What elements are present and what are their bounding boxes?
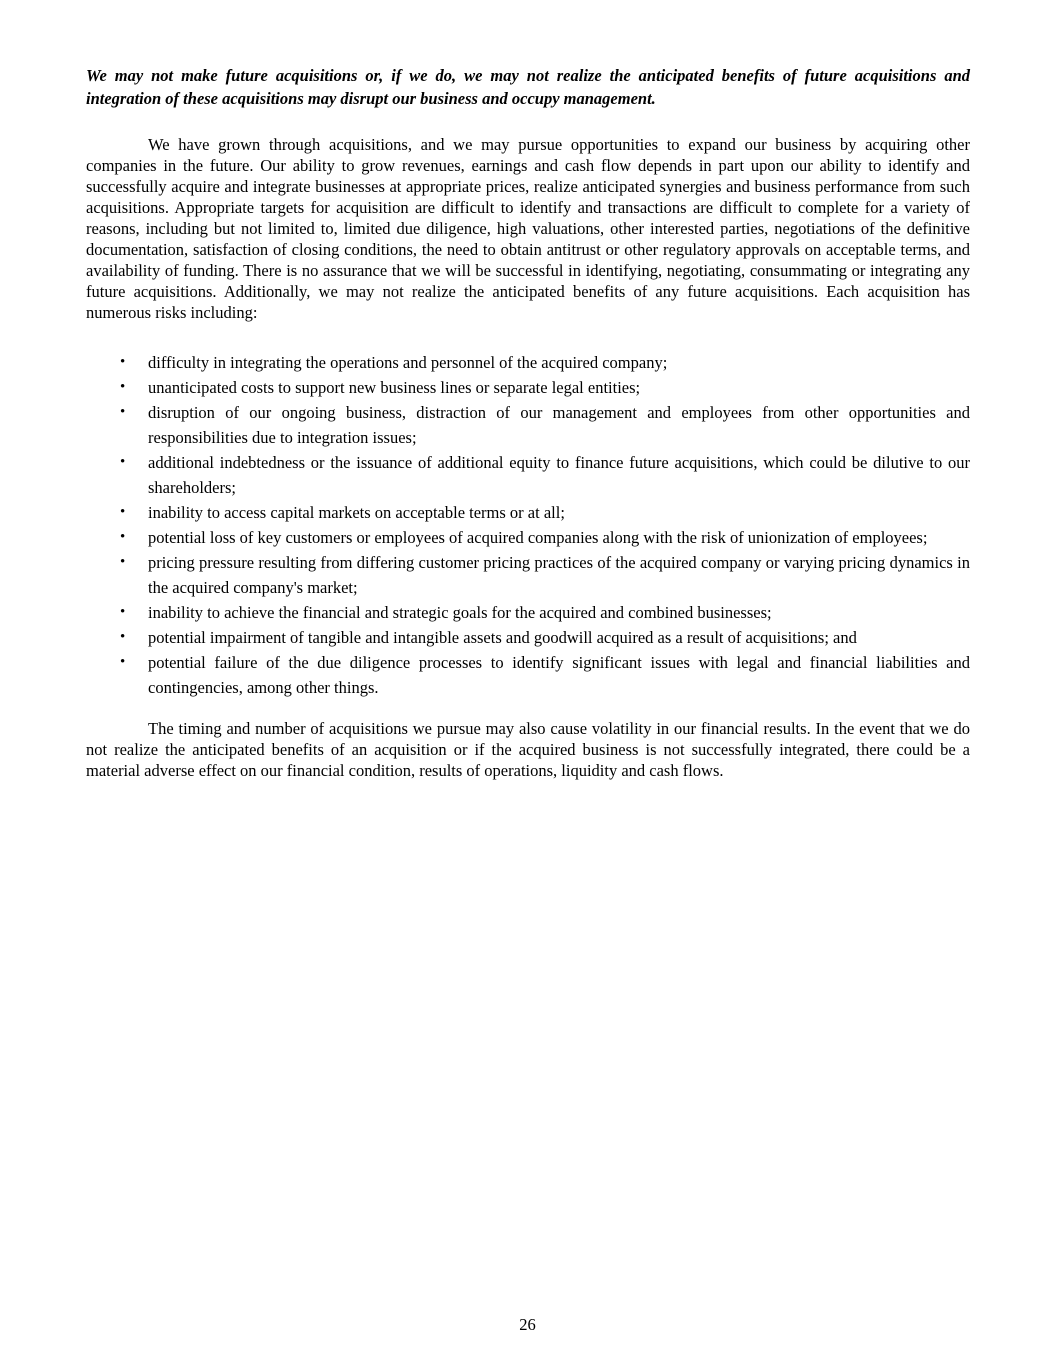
list-item-text: disruption of our ongoing business, distraction of our management and employees from other opportunities and responsibilities due to integration issues; xyxy=(148,403,970,447)
bullet-icon: • xyxy=(120,604,126,620)
bullet-icon: • xyxy=(120,379,126,395)
bullet-icon: • xyxy=(120,354,126,370)
list-item-text: inability to achieve the financial and strategic goals for the acquired and combined businesses; xyxy=(148,603,772,622)
bullet-icon: • xyxy=(120,554,126,570)
closing-paragraph: The timing and number of acquisitions we pursue may also cause volatility in our financial results. In the event that we do not realize the anticipated benefits of an acquisition or if the acquired business is not successfully integrated, there could be a material adverse effect on our financial condition, results of operations, liquidity and cash flows. xyxy=(86,719,970,780)
list-item-text: difficulty in integrating the operations and personnel of the acquired company; xyxy=(148,353,668,372)
list-item xyxy=(86,650,970,700)
page-number: 26 xyxy=(519,1315,536,1334)
list-item-text: additional indebtedness or the issuance of additional equity to finance future acquisitions, which could be dilutive to our shareholders; xyxy=(148,453,970,497)
list-item xyxy=(86,400,970,450)
list-item-text: inability to access capital markets on acceptable terms or at all; xyxy=(148,503,565,522)
bullet-icon: • xyxy=(120,404,126,420)
bullet-icon: • xyxy=(120,529,126,545)
intro-paragraph: We have grown through acquisitions, and we may pursue opportunities to expand our business by acquiring other companies in the future. Our ability to grow revenues, earnings and cash flow depends in part upon our ability to identify and successfully acquire and integrate businesses at appropriate prices, realize anticipated synergies and business performance from such acquisitions. Appropriate targets for acquisition are difficult to identify and transactions are difficult to complete for a variety of reasons, including but not limited to, limited due diligence, high valuations, other interested parties, negotiations of the definitive documentation, satisfaction of closing conditions, the need to obtain antitrust or other regulatory approvals on acceptable terms, and availability of funding. There is no assurance that we will be successful in identifying, negotiating, consummating or integrating any future acquisitions. Additionally, we may not realize the anticipated benefits of any future acquisitions. Each acquisition has numerous risks including: xyxy=(86,135,970,322)
bullet-icon: • xyxy=(120,629,126,645)
list-item-text: potential loss of key customers or employees of acquired companies along with the risk of unionization of employees; xyxy=(148,528,928,547)
list-item-text: pricing pressure resulting from differing customer pricing practices of the acquired company or varying pricing dynamics in the acquired company's market; xyxy=(148,553,970,597)
list-item-text: potential failure of the due diligence processes to identify significant issues with legal and financial liabilities and contingencies, among other things. xyxy=(148,653,970,697)
list-item xyxy=(86,375,970,400)
list-item xyxy=(86,625,970,650)
list-item-text: unanticipated costs to support new business lines or separate legal entities; xyxy=(148,378,641,397)
list-item xyxy=(86,500,970,525)
list-item xyxy=(86,350,970,375)
list-item xyxy=(86,550,970,600)
bullet-icon: • xyxy=(120,504,126,520)
risk-bullet-list xyxy=(86,350,970,700)
bullet-icon: • xyxy=(120,454,126,470)
list-item xyxy=(86,525,970,550)
list-item xyxy=(86,600,970,625)
list-item xyxy=(86,450,970,500)
bullet-icon: • xyxy=(120,654,126,670)
section-heading: We may not make future acquisitions or, if we do, we may not realize the anticipated benefits of future acquisitions and integration of these acquisitions may disrupt our business and occupy management. xyxy=(86,66,970,108)
list-item-text: potential impairment of tangible and intangible assets and goodwill acquired as a result of acquisitions; and xyxy=(148,628,857,647)
